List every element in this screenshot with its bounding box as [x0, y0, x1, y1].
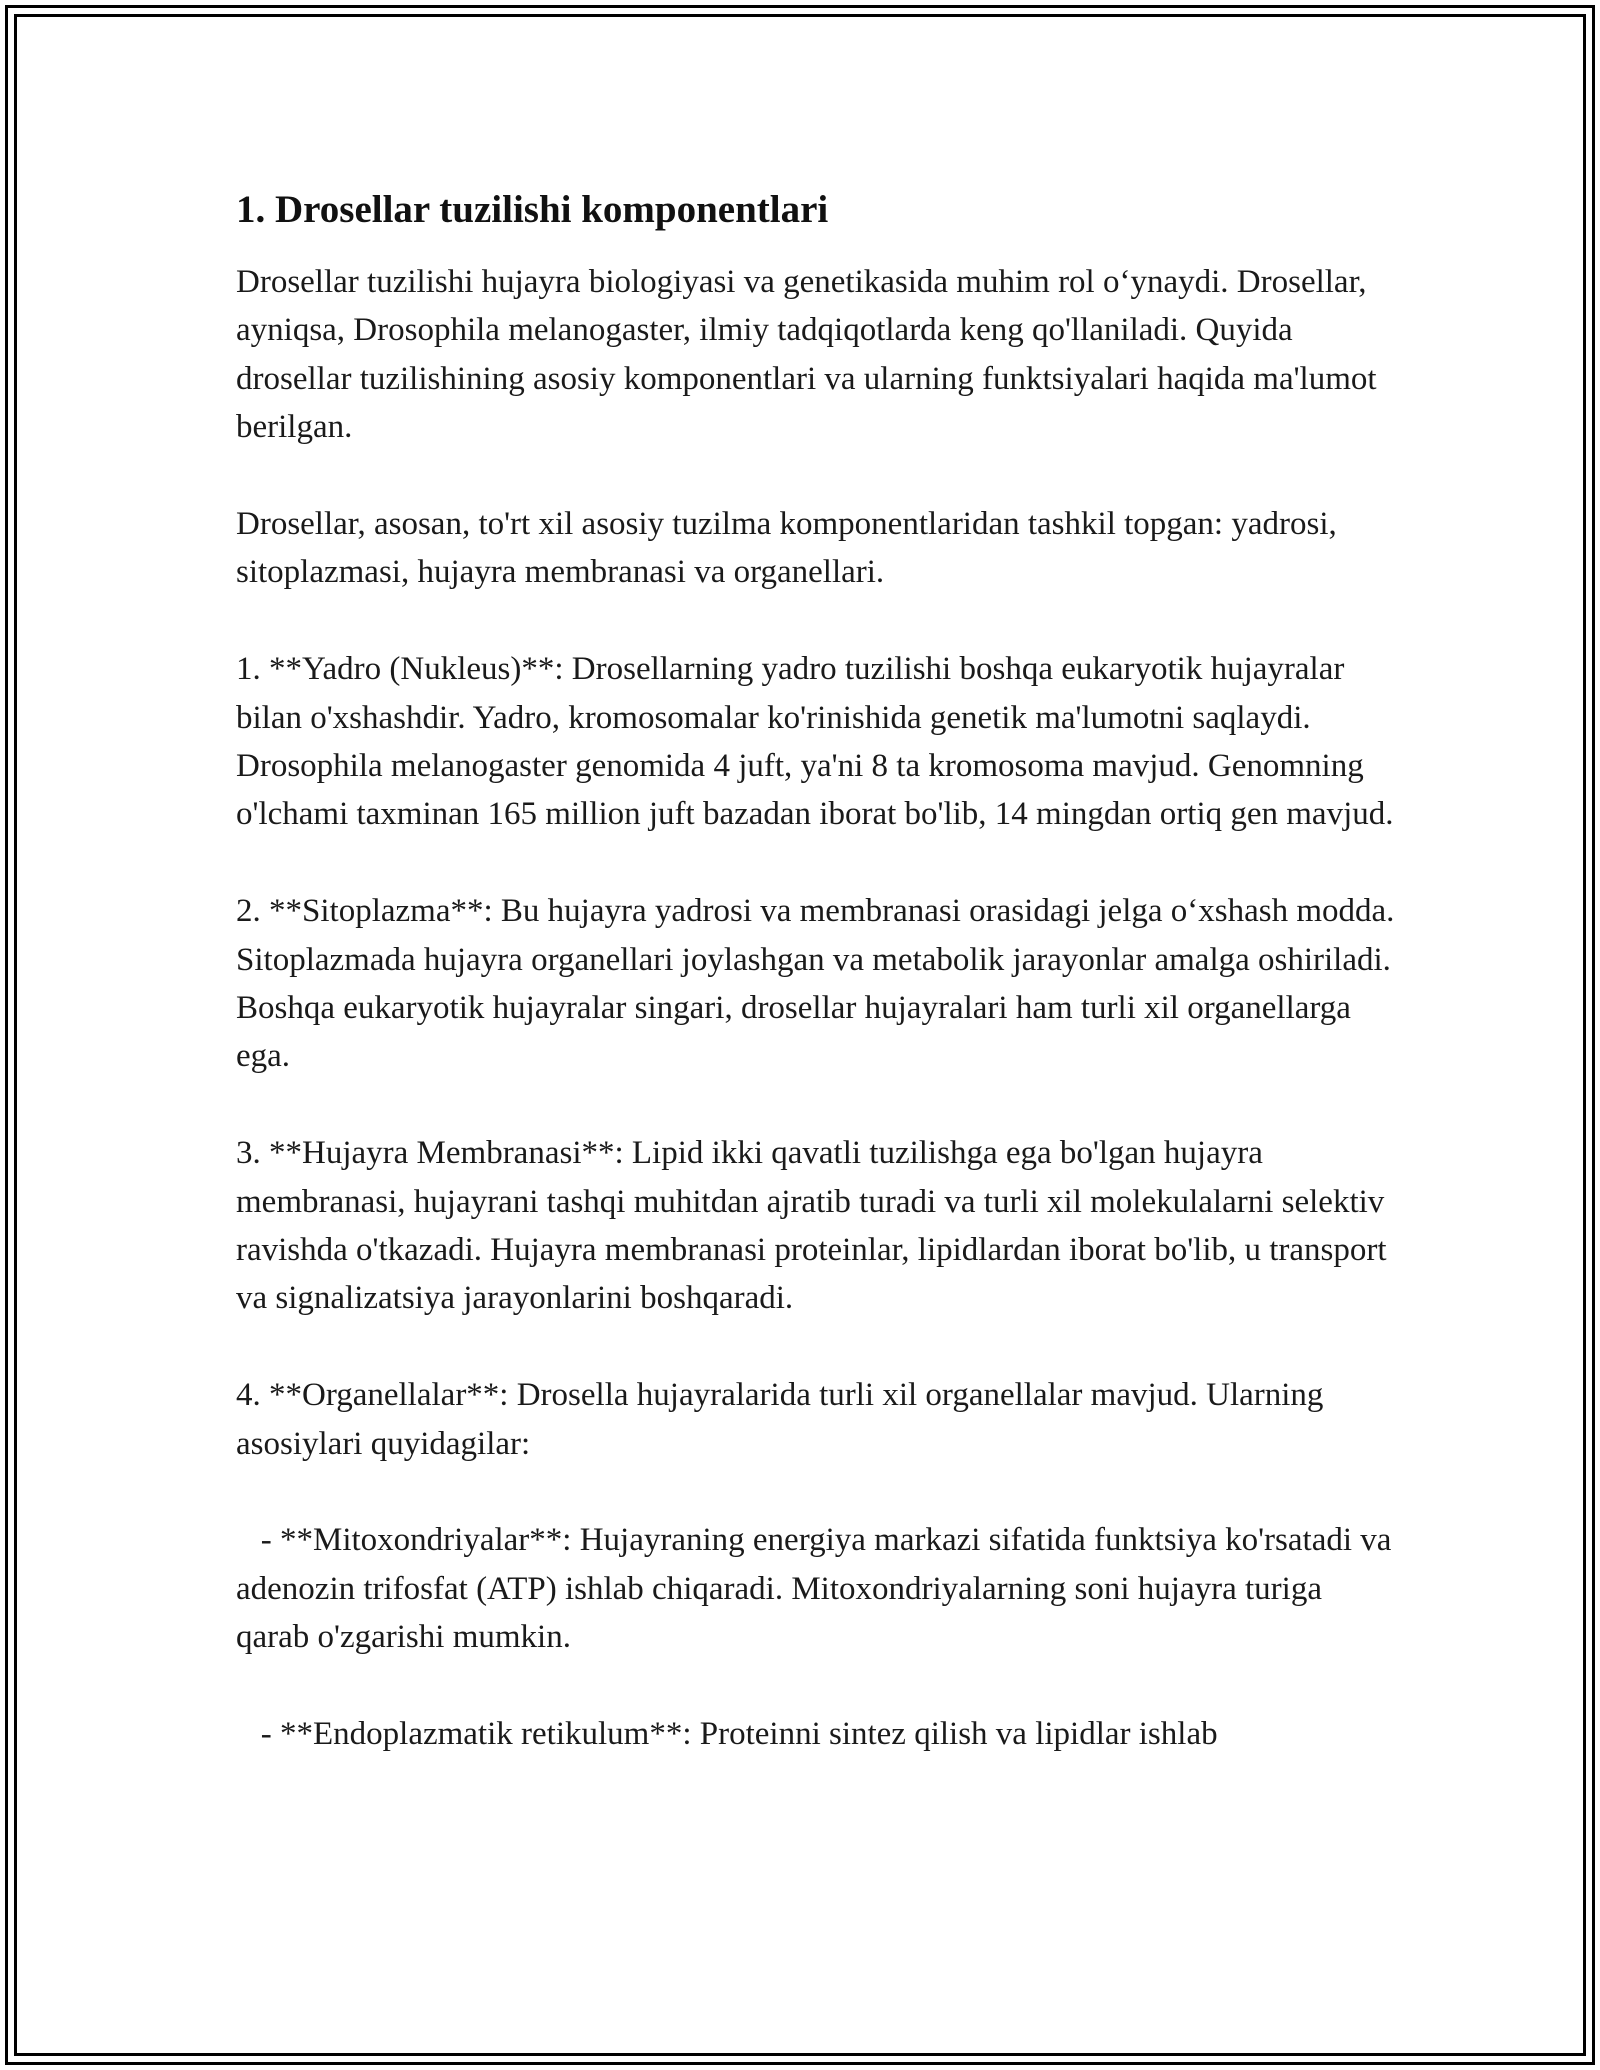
paragraph-endoplasmic-reticulum: - **Endoplazmatik retikulum**: Proteinni sintez qilish va lipidlar ishlab: [236, 1716, 1218, 1753]
paragraph-cytoplasm: 2. **Sitoplazma**: Bu hujayra yadrosi va membranasi orasidagi jelga o‘xshash modda. Sitoplazmada hujayra organellari joylashgan va metabolik jarayonlar amalga oshiriladi. Boshqa eukaryotik hujayralar singari, drosellar hujayralari ham turli xil organellarga ega.: [236, 893, 1403, 1075]
paragraph-mitochondria: - **Mitoxondriyalar**: Hujayraning energiya markazi sifatida funktsiya ko'rsatadi va adenozin trifosfat (ATP) ishlab chiqaradi. Mitoxondriyalarning soni hujayra turiga qarab o'zgarishi mumkin.: [236, 1522, 1400, 1656]
paragraph-organelles: 4. **Organellalar**: Drosella hujayralarida turli xil organellalar mavjud. Ularning asosiylari quyidagilar:: [236, 1377, 1332, 1462]
paragraph-nucleus: 1. **Yadro (Nukleus)**: Drosellarning yadro tuzilishi boshqa eukaryotik hujayralar bilan o'xshashdir. Yadro, kromosomalar ko'rinishida genetik ma'lumotni saqlaydi. Drosophila melanogaster genomida 4 juft, ya'ni 8 ta kromosoma mavjud. Genomning o'lchami taxminan 165 million juft bazadan iborat bo'lib, 14 mingdan ortiq gen mavjud.: [236, 651, 1394, 833]
paragraph-components-overview: Drosellar, asosan, to'rt xil asosiy tuzilma komponentlaridan tashkil topgan: yadrosi, sitoplazmasi, hujayra membranasi va organellari.: [236, 506, 1345, 591]
document-body: [236, 186, 1403, 1758]
paragraph-cell-membrane: 3. **Hujayra Membranasi**: Lipid ikki qavatli tuzilishga ega bo'lgan hujayra membranasi, hujayrani tashqi muhitdan ajratib turadi va turli xil molekulalarni selektiv ravishda o'tkazadi. Hujayra membranasi proteinlar, lipidlardan iborat bo'lib, u transport va signalizatsiya jarayonlarini boshqaradi.: [236, 1135, 1395, 1317]
paragraph-intro: Drosellar tuzilishi hujayra biologiyasi va genetikasida muhim rol o‘ynaydi. Drosellar, ayniqsa, Drosophila melanogaster, ilmiy tadqiqotlarda keng qo'llaniladi. Quyida drosellar tuzilishining asosiy komponentlari va ularning funktsiyalari haqida ma'lumot berilgan.: [236, 264, 1385, 446]
document-title: 1. Drosellar tuzilishi komponentlari: [236, 188, 829, 231]
